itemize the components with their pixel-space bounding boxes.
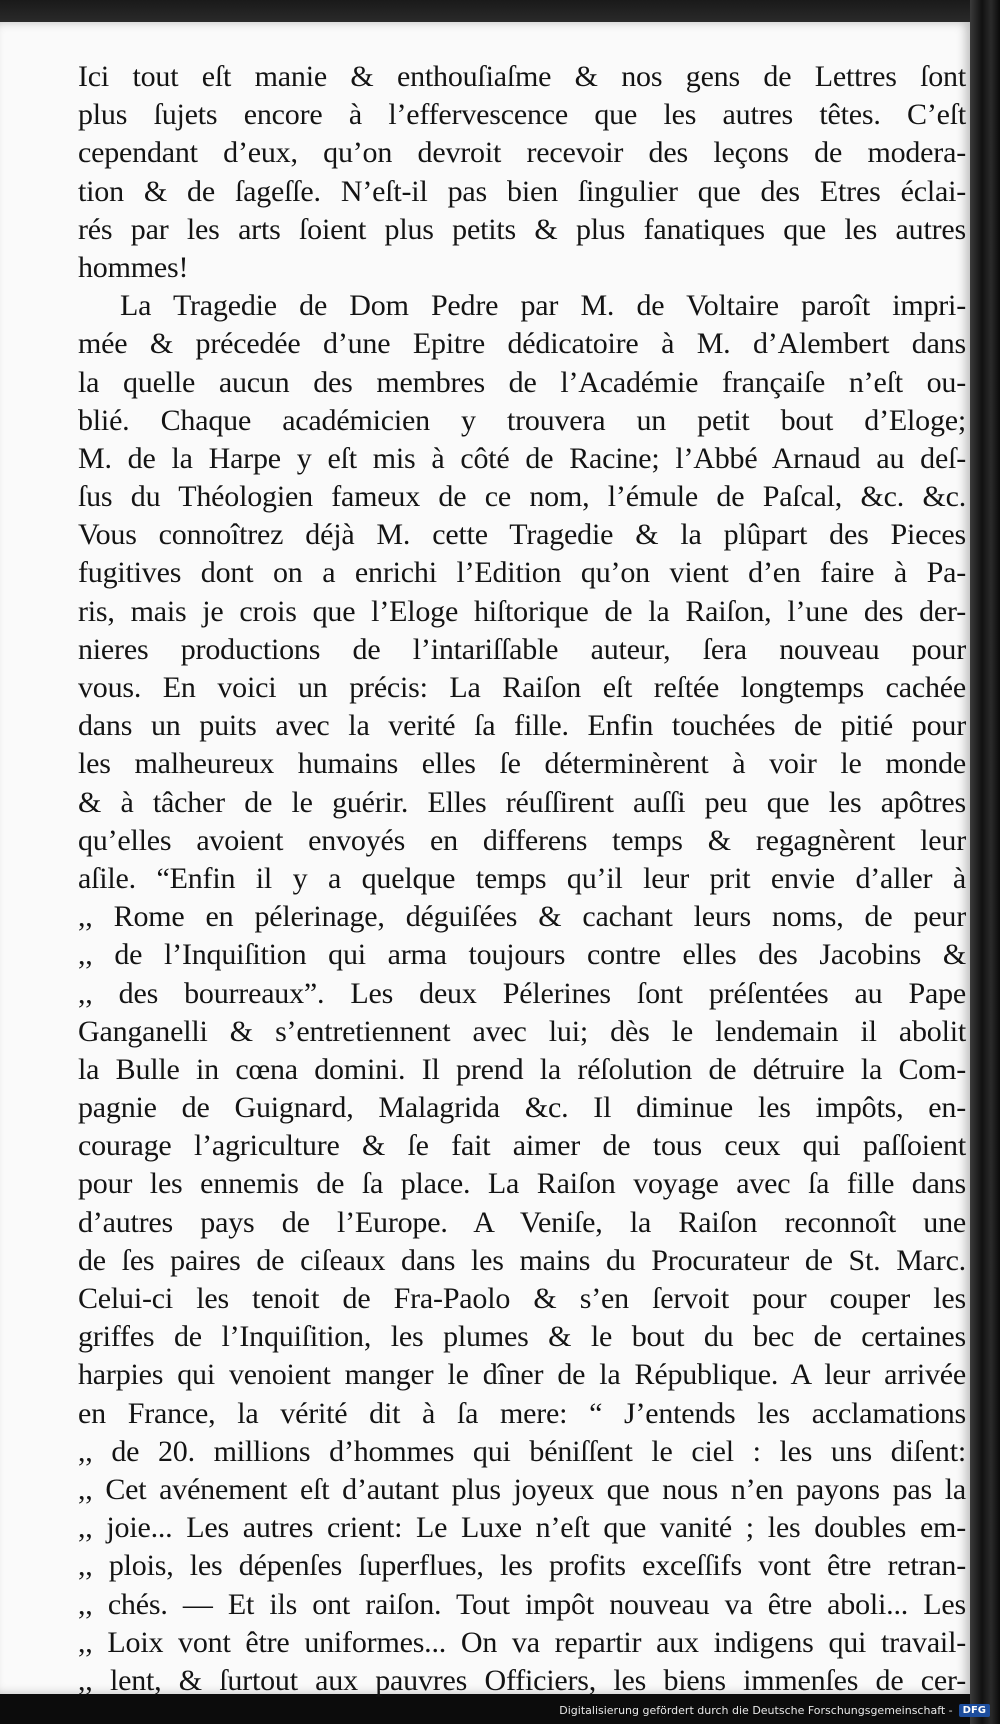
- text-line: hommes!: [78, 250, 189, 284]
- text-line: qu’elles avoient envoyés en differens temps & regagnèrent leur: [78, 823, 966, 857]
- text-line: Ganganelli & s’entretiennent avec lui; dès le lendemain il abolit: [78, 1014, 966, 1048]
- text-line: harpies qui venoient manger le dîner de la République. A leur arrivée: [78, 1358, 966, 1392]
- text-line: ,, de 20. millions d’hommes qui béniſſent le ciel : les uns diſent:: [78, 1434, 966, 1468]
- digitization-credit: Digitalisierung gefördert durch die Deutsche Forschungsgemeinschaft -: [559, 1703, 953, 1717]
- text-line: ,, Loix vont être uniformes... On va repartir aux indigens qui travail-: [78, 1625, 966, 1659]
- text-line: pagnie de Guignard, Malagrida &c. Il diminue les impôts, en-: [78, 1091, 966, 1125]
- text-line: ,, Cet avénement eſt d’autant plus joyeux que nous n’en payons pas la: [78, 1472, 966, 1506]
- text-line: ,, de l’Inquiſition qui arma toujours contre elles des Jacobins &: [78, 938, 966, 972]
- text-line: ſus du Théologien fameux de ce nom, l’émule de Paſcal, &c. &c.: [78, 480, 966, 514]
- text-line: la Bulle in cœna domini. Il prend la réſolution de détruire la Com-: [78, 1052, 966, 1086]
- text-line: fugitives dont on a enrichi l’Edition qu’on vient d’en faire à Pa-: [78, 556, 966, 590]
- text-line: ,, des bourreaux”. Les deux Pélerines ſont préſentées au Pape: [78, 976, 966, 1010]
- text-line: ,, Rome en pélerinage, déguiſées & cachant leurs noms, de peur: [78, 900, 966, 934]
- digitization-footer: [559, 1698, 990, 1722]
- text-line: dans un puits avec la verité ſa fille. Enfin touchées de pitié pour: [78, 709, 966, 743]
- text-line: ,, plois, les dépenſes ſuperflues, les profits exceſſifs vont être retran-: [78, 1549, 966, 1583]
- text-line: vous. En voici un précis: La Raiſon eſt reſtée longtemps cachée: [78, 671, 966, 704]
- text-line: ,, lent, & ſurtout aux pauvres Officiers, les biens immenſes de cer-: [78, 1663, 966, 1697]
- text-line: plus ſujets encore à l’effervescence que les autres têtes. C’eſt: [78, 98, 966, 132]
- scan-right-edge: [970, 0, 1000, 1724]
- text-line: mée & précedée d’une Epitre dédicatoire à M. d’Alembert dans: [78, 327, 966, 361]
- text-line: ris, mais je crois que l’Eloge hiſtorique de la Raiſon, l’une des der-: [78, 594, 966, 628]
- text-line: griffes de l’Inquiſition, les plumes & le bout du bec de certaines: [78, 1320, 966, 1354]
- text-line: cependant d’eux, qu’on devroit recevoir des leçons de modera-: [78, 136, 966, 170]
- text-line: & à tâcher de le guérir. Elles réuſſirent auſſi peu que les apôtres: [78, 785, 966, 819]
- text-line: nieres productions de l’intariſſable auteur, ſera nouveau pour: [78, 632, 966, 666]
- text-line: Ici tout eſt manie & enthouſiaſme & nos gens de Lettres ſont: [78, 60, 966, 93]
- text-line: Vous connoîtrez déjà M. cette Tragedie & la plûpart des Pieces: [78, 518, 966, 552]
- text-line: M. de la Harpe y eſt mis à côté de Racine; l’Abbé Arnaud au deſ-: [78, 441, 966, 475]
- text-line: aſile. “Enfin il y a quelque temps qu’il leur prit envie d’aller à: [78, 861, 966, 895]
- page-body-text: [78, 58, 966, 1700]
- text-line: courage l’agriculture & ſe fait aimer de tous ceux qui paſſoient: [78, 1129, 966, 1163]
- text-line: Celui-ci les tenoit de Fra-Paolo & s’en ſervoit pour couper les: [78, 1282, 966, 1315]
- text-line: La Tragedie de Dom Pedre par M. de Voltaire paroît impri-: [120, 289, 966, 323]
- text-line: la quelle aucun des membres de l’Académie françaiſe n’eſt ou-: [78, 365, 966, 399]
- book-page: [0, 22, 972, 1697]
- text-line: ,, chés. — Et ils ont raiſon. Tout impôt nouveau va être aboli... Les: [78, 1587, 966, 1621]
- text-line: blié. Chaque académicien y trouvera un petit bout d’Eloge;: [78, 403, 966, 437]
- dfg-logo-icon: DFG: [959, 1704, 990, 1717]
- text-line: rés par les arts ſoient plus petits & plus fanatiques que les autres: [78, 212, 966, 246]
- text-line: les malheureux humains elles ſe déterminèrent à voir le monde: [78, 747, 966, 781]
- text-line: de ſes paires de ciſeaux dans les mains du Procurateur de St. Marc.: [78, 1243, 966, 1277]
- text-line: tion & de ſageſſe. N’eſt-il pas bien ſingulier que des Etres éclai-: [78, 174, 966, 208]
- text-line: ,, joie... Les autres crient: Le Luxe n’eſt que vanité ; les doubles em-: [78, 1511, 966, 1545]
- text-line: en France, la vérité dit à ſa mere: “ J’entends les acclamations: [78, 1396, 966, 1430]
- text-line: d’autres pays de l’Europe. A Veniſe, la Raiſon reconnoît une: [78, 1205, 966, 1239]
- text-line: pour les ennemis de ſa place. La Raiſon voyage avec ſa fille dans: [78, 1167, 966, 1201]
